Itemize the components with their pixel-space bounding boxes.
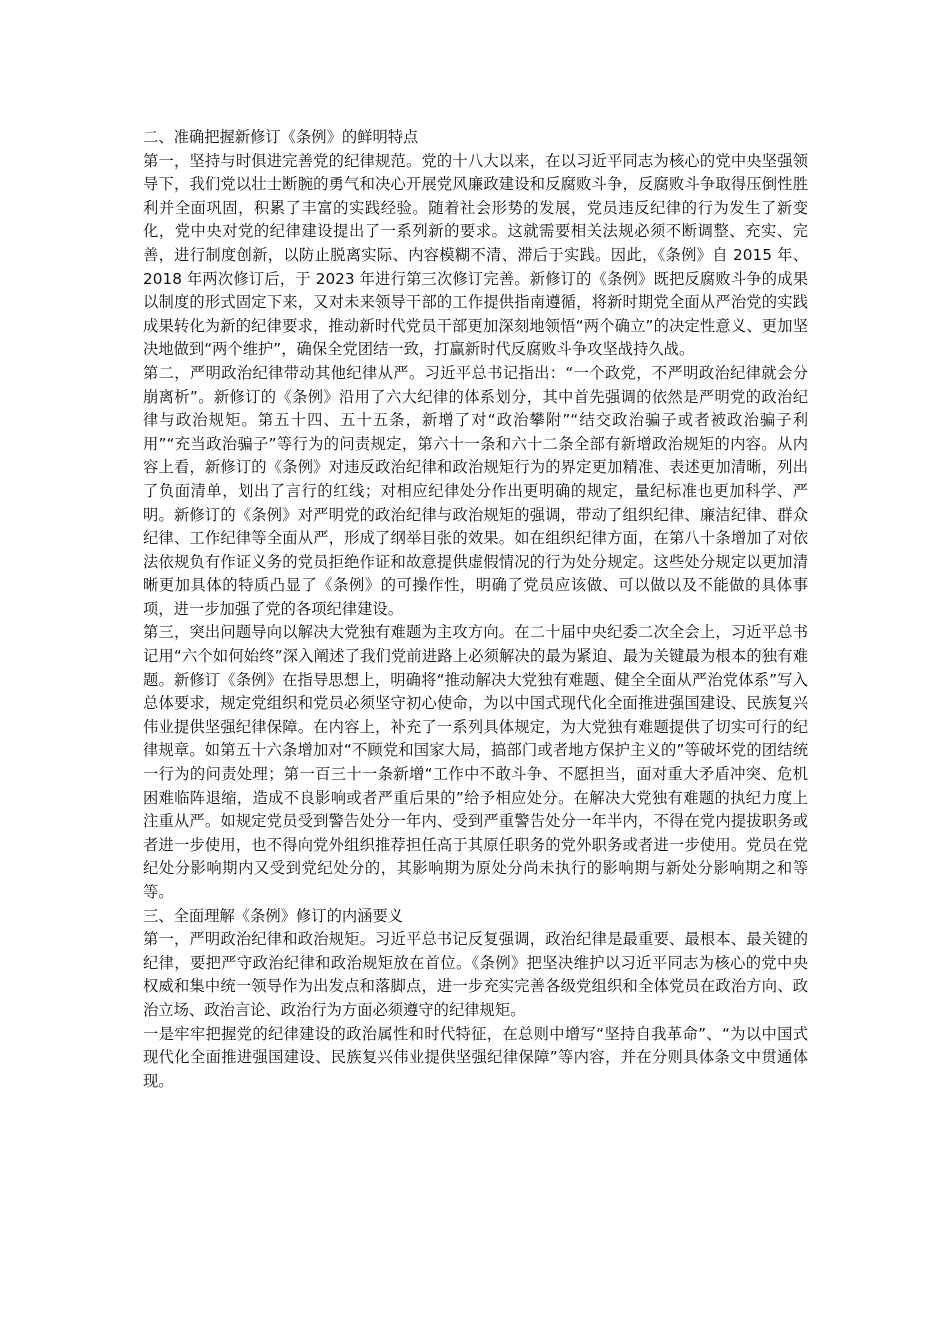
paragraph-3-1: 第一，严明政治纪律和政治规矩。习近平总书记反复强调，政治纪律是最重要、最根本、最关键的纪律，要把严守政治纪律和政治规矩放在首位。《条例》把坚决维护以习近平同志为核心的党中央权威和集中统一领导作为出发点和落脚点，进一步充实完善各级党组织和全体党员在政治方向、政治立场、政治言论、政治行为方面必须遵守的纪律规矩。 (143, 930, 808, 1019)
paragraph-2-1: 第一，坚持与时俱进完善党的纪律规范。党的十八大以来，在以习近平同志为核心的党中央坚强领导下，我们党以壮士断腕的勇气和决心开展党风廉政建设和反腐败斗争，反腐败斗争取得压倒性胜利并全面巩固，积累了丰富的实践经验。随着社会形势的发展，党员违反纪律的行为发生了新变化，党中央对党的纪律建设提出了一系列新的要求。这就需要相关法规必须不断调整、充实、完善，进行制度创新，以防止脱离实际、内容模糊不清、滞后于实践。因此，《条例》自 2015 年、2018 年两次修订后，于 2023 年进行第三次修订完善。新修订的《条例》既把反腐败斗争的成果以制度的形式固定下来，又对未来领导干部的工作提供指南遵循，将新时期党全面从严治党的实践成果转化为新的纪律要求，推动新时代党员干部更加深刻地领悟“两个确立”的决定性意义、更加坚决地做到“两个维护”，确保全党团结一致，打赢新时代反腐败斗争攻坚战持久战。 (143, 151, 808, 359)
paragraph-2-3: 第三，突出问题导向以解决大党独有难题为主攻方向。在二十届中央纪委二次全会上，习近平总书记用“六个如何始终”深入阐述了我们党前进路上必须解决的最为紧迫、最为关键最为根本的独有难题。新修订《条例》在指导思想上，明确将“推动解决大党独有难题、健全全面从严治党体系”写入总体要求，规定党组织和党员必须坚守初心使命，为以中国式现代化全面推进强国建设、民族复兴伟业提供坚强纪律保障。在内容上，补充了一系列具体规定，为大党独有难题提供了切实可行的纪律规章。如第五十六条增加对“不顾党和国家大局，搞部门或者地方保护主义的”等破坏党的团结统一行为的问责处理；第一百三十一条新增“工作中不敢斗争、不愿担当，面对重大矛盾冲突、危机困难临阵退缩，造成不良影响或者严重后果的”给予相应处分。在解决大党独有难题的执纪力度上注重从严。如规定党员受到警告处分一年内、受到严重警告处分一年半内，不得在党内提拔职务或者进一步使用，也不得向党外组织推荐担任高于其原任职务的党外职务或者进一步使用。党员在党纪处分影响期内又受到党纪处分的，其影响期为原处分尚未执行的影响期与新处分影响期之和等等。 (143, 623, 808, 901)
paragraph-3-2: 一是牢牢把握党的纪律建设的政治属性和时代特征，在总则中增写“坚持自我革命”、“为以中国式现代化全面推进强国建设、民族复兴伟业提供坚强纪律保障”等内容，并在分则具体条文中贯通体现。 (143, 1024, 808, 1090)
paragraph-2-2: 第二，严明政治纪律带动其他纪律从严。习近平总书记指出：“一个政党，不严明政治纪律就会分崩离析”。新修订的《条例》沿用了六大纪律的体系划分，其中首先强调的依然是严明党的政治纪律与政治规矩。第五十四、五十五条，新增了对“政治攀附”“结交政治骗子或者被政治骗子利用”“充当政治骗子”等行为的问责规定，第六十一条和六十二条全部有新增政治规矩的内容。从内容上看，新修订的《条例》对违反政治纪律和政治规矩行为的界定更加精准、表述更加清晰，列出了负面清单，划出了言行的红线；对相应纪律处分作出更明确的规定，量纪标准也更加科学、严明。新修订的《条例》对严明党的政治纪律与政治规矩的强调，带动了组织纪律、廉洁纪律、群众纪律、工作纪律等全面从严，形成了纲举目张的效果。如在组织纪律方面，在第八十条增加了对依法依规负有作证义务的党员拒绝作证和故意提供虚假情况的行为处分规定。这些处分规定以更加清晰更加具体的特质凸显了《条例》的可操作性，明确了党员应该做、可以做以及不能做的具体事项，进一步加强了党的各项纪律建设。 (143, 363, 808, 618)
section-heading-2: 二、准确把握新修订《条例》的鲜明特点 (143, 128, 419, 146)
section-heading-3: 三、全面理解《条例》修订的内涵要义 (143, 906, 404, 925)
document-body (143, 126, 808, 1093)
